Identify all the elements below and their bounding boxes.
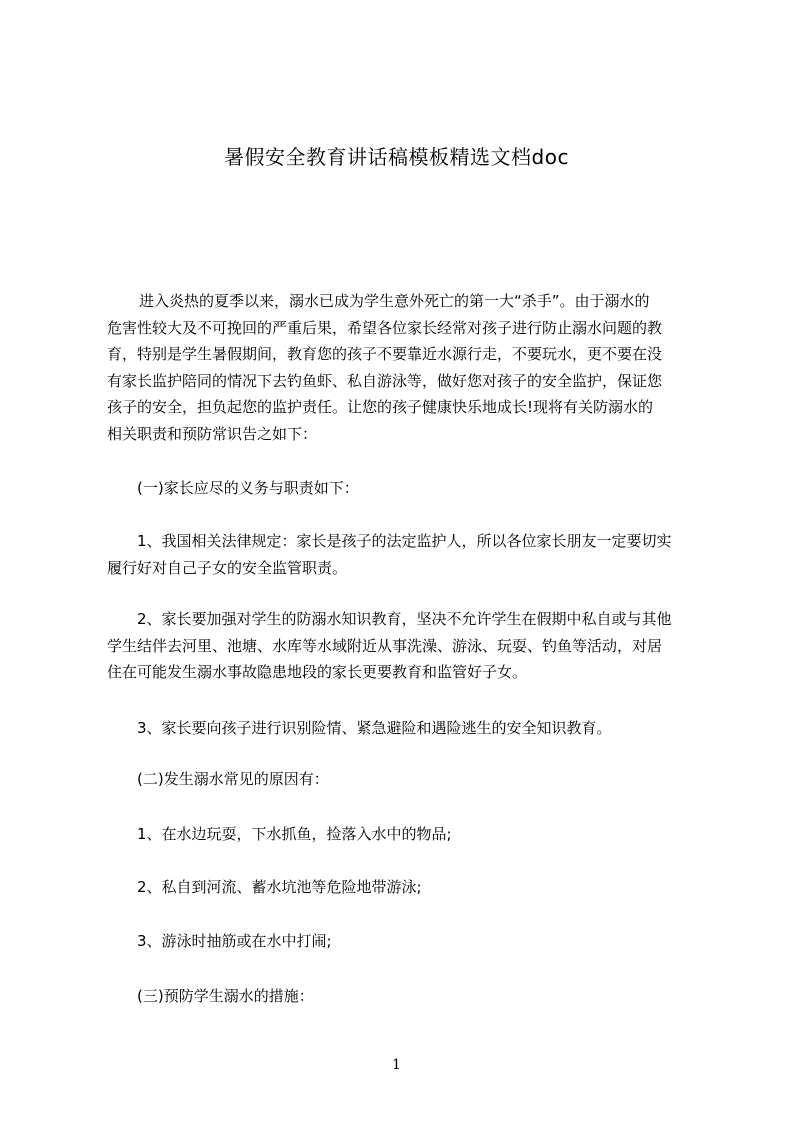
- paragraph-line: 2、私自到河流、蓄水坑池等危险地带游泳;: [137, 878, 422, 896]
- paragraph-line: (二)发生溺水常见的原因有：: [137, 770, 329, 788]
- paragraph-line: 进入炎热的夏季以来，溺水已成为学生意外死亡的第一大“杀手”。由于溺水的: [139, 292, 650, 310]
- document-title: 暑假安全教育讲话稿模板精选文档doc: [224, 145, 569, 169]
- paragraph-line: 住在可能发生溺水事故隐患地段的家长更要教育和监管好子女。: [107, 663, 528, 681]
- paragraph-line: 危害性较大及不可挽回的严重后果，希望各位家长经常对孩子进行防止溺水问题的教: [107, 318, 663, 337]
- paragraph-line: 学生结伴去河里、池塘、水库等水域附近从事洗澡、游泳、玩耍、钓鱼等活动，对居: [107, 636, 663, 655]
- paragraph-line: 孩子的安全，担负起您的监护责任。让您的孩子健康快乐地成长!现将有关防溺水的: [107, 398, 654, 416]
- paragraph-education: [107, 606, 707, 686]
- list-item-cause-2: [107, 874, 707, 901]
- paragraph-line: 3、家长要向孩子进行识别险情、紧急避险和遇险逃生的安全知识教育。: [137, 719, 612, 737]
- paragraph-safety-knowledge: [107, 715, 707, 742]
- paragraph-line: 有家长监护陪同的情况下去钓鱼虾、私自游泳等，做好您对孩子的安全监护，保证您: [107, 371, 663, 390]
- paragraph-law: [107, 528, 707, 581]
- paragraph-line: 育，特别是学生暑假期间，教育您的孩子不要靠近水源行走，不要玩水，更不要在没: [107, 345, 663, 363]
- paragraph-line: (三)预防学生溺水的措施：: [137, 987, 314, 1005]
- list-item-cause-3: [107, 928, 707, 955]
- paragraph-line: 1、在水边玩耍，下水抓鱼，捡落入水中的物品;: [137, 825, 452, 843]
- paragraph-line: 履行好对自己子女的安全监管职责。: [107, 558, 348, 577]
- paragraph-line: 2、家长要加强对学生的防溺水知识教育，坚决不允许学生在假期中私自或与其他: [137, 610, 672, 628]
- paragraph-line: (一)家长应尽的义务与职责如下：: [137, 479, 359, 497]
- section-heading-1: [107, 475, 707, 502]
- paragraph-line: 相关职责和预防常识告之如下：: [107, 424, 318, 443]
- intro-paragraph: [107, 288, 701, 447]
- section-heading-2: [107, 766, 707, 793]
- list-item-cause-1: [107, 821, 707, 848]
- paragraph-line: 1、我国相关法律规定：家长是孩子的法定监护人，所以各位家长朋友一定要切实: [137, 532, 672, 550]
- section-heading-3: [107, 983, 707, 1010]
- paragraph-line: 3、游泳时抽筋或在水中打闹;: [137, 932, 332, 950]
- page-number: 1: [392, 1057, 401, 1073]
